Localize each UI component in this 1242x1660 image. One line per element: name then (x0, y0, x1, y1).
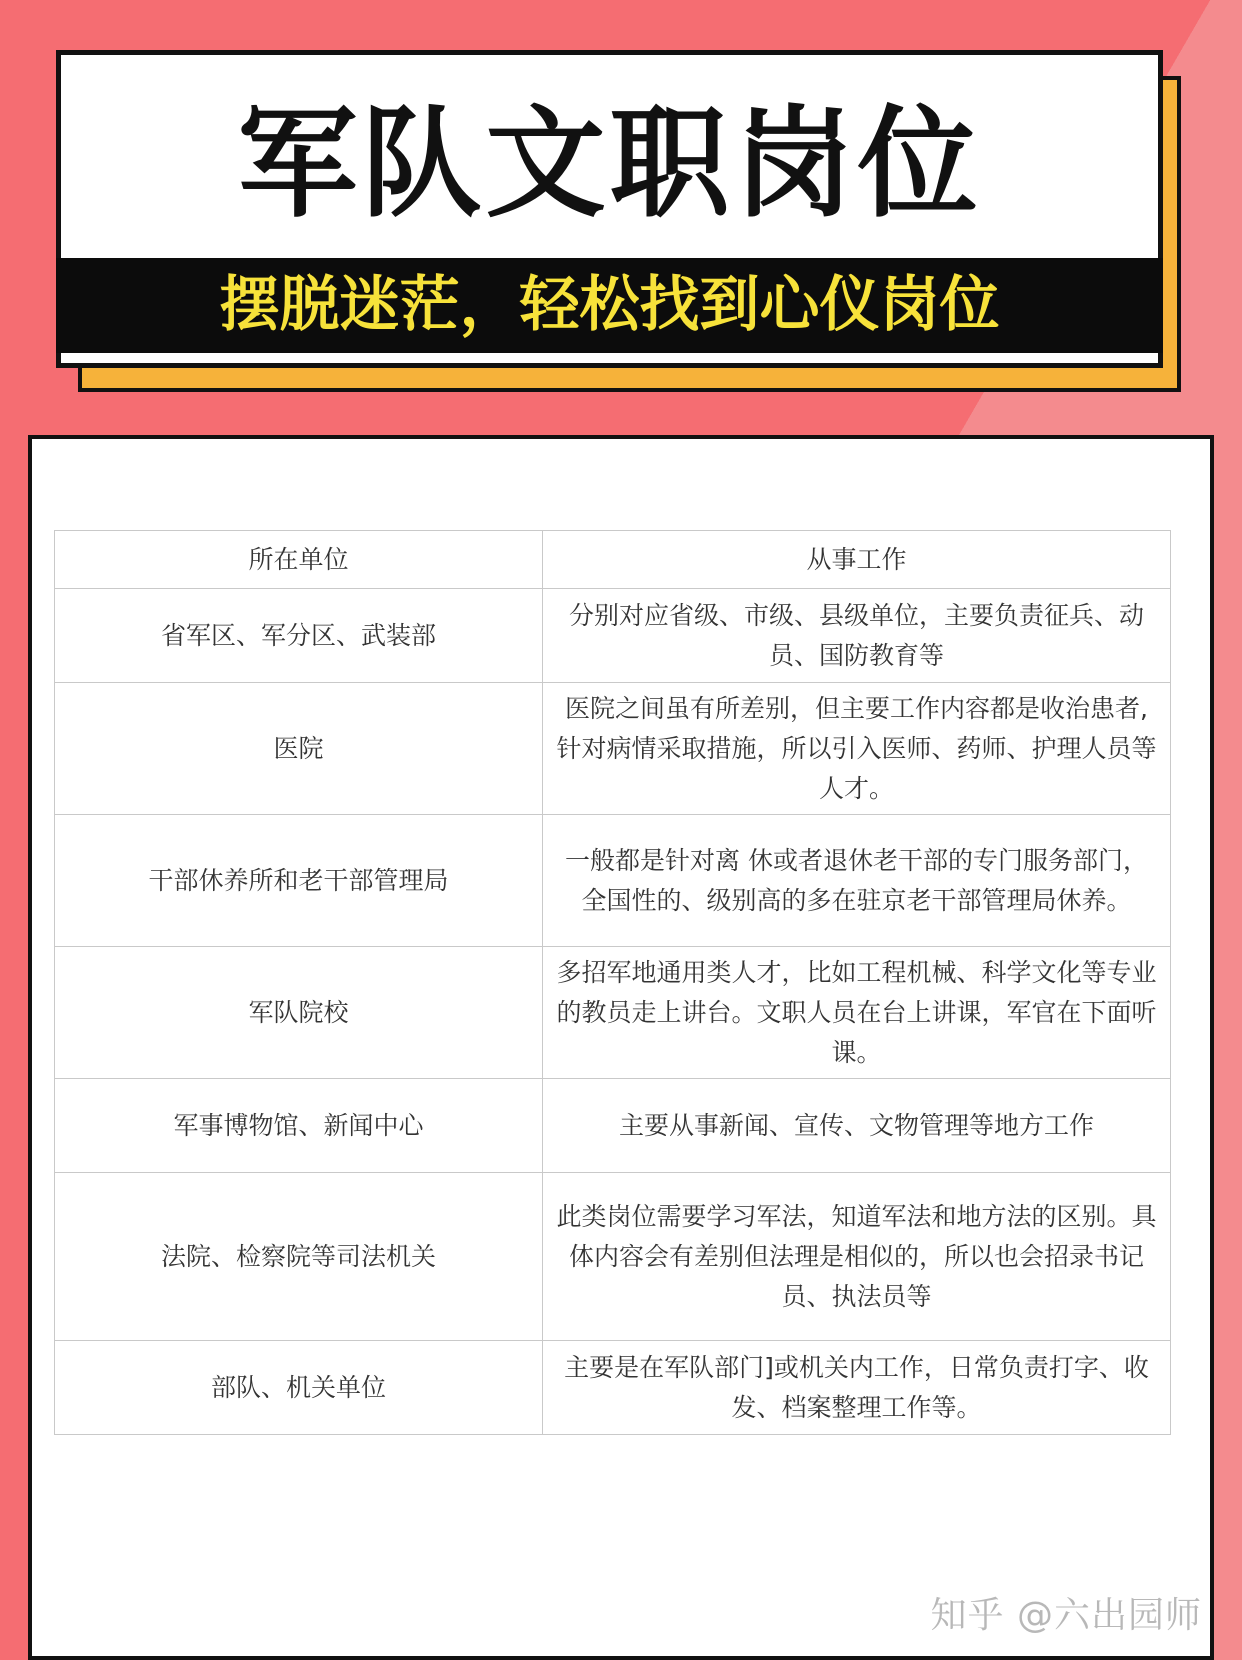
cell-unit: 医院 (55, 683, 543, 815)
cell-unit: 法院、检察院等司法机关 (55, 1173, 543, 1341)
table-row (55, 947, 1171, 1079)
job-table (54, 530, 1171, 1435)
page-title: 军队文职岗位 (237, 95, 982, 234)
table-row (55, 589, 1171, 683)
cell-work: 一般都是针对离 休或者退休老干部的专门服务部门，全国性的、级别高的多在驻京老干部管理局休养。 (543, 815, 1171, 947)
cell-work: 分别对应省级、市级、县级单位，主要负责征兵、动员、国防教育等 (543, 589, 1171, 683)
cell-unit: 军事博物馆、新闻中心 (55, 1079, 543, 1173)
cell-work: 主要从事新闻、宣传、文物管理等地方工作 (543, 1079, 1171, 1173)
cell-work: 多招军地通用类人才，比如工程机械、科学文化等专业的教员走上讲台。文职人员在台上讲课，军官在下面听课。 (543, 947, 1171, 1079)
cell-work: 此类岗位需要学习军法，知道军法和地方法的区别。具体内容会有差别但法理是相似的，所以也会招录书记员、执法员等 (543, 1173, 1171, 1341)
table-header-row (55, 531, 1171, 589)
cell-unit: 干部休养所和老干部管理局 (55, 815, 543, 947)
header-unit: 所在单位 (55, 531, 543, 589)
table-row (55, 1173, 1171, 1341)
cell-work: 医院之间虽有所差别，但主要工作内容都是收治患者,针对病情采取措施，所以引入医师、药师、护理人员等人才。 (543, 683, 1171, 815)
cell-work: 主要是在军队部门]或机关内工作，日常负责打字、收发、档案整理工作等。 (543, 1341, 1171, 1435)
cell-unit: 省军区、军分区、武装部 (55, 589, 543, 683)
cell-unit: 军队院校 (55, 947, 543, 1079)
table-row (55, 1341, 1171, 1435)
table-row (55, 683, 1171, 815)
subtitle: 摆脱迷茫，轻松找到心仪岗位 (219, 270, 1000, 340)
table-row (55, 1079, 1171, 1173)
header-work: 从事工作 (543, 531, 1171, 589)
watermark: 知乎 @六出园师 (930, 1595, 1202, 1636)
cell-unit: 部队、机关单位 (55, 1341, 543, 1435)
title-card (56, 50, 1163, 368)
table-row (55, 815, 1171, 947)
subtitle-bar (56, 258, 1163, 353)
table-card (28, 435, 1214, 1660)
